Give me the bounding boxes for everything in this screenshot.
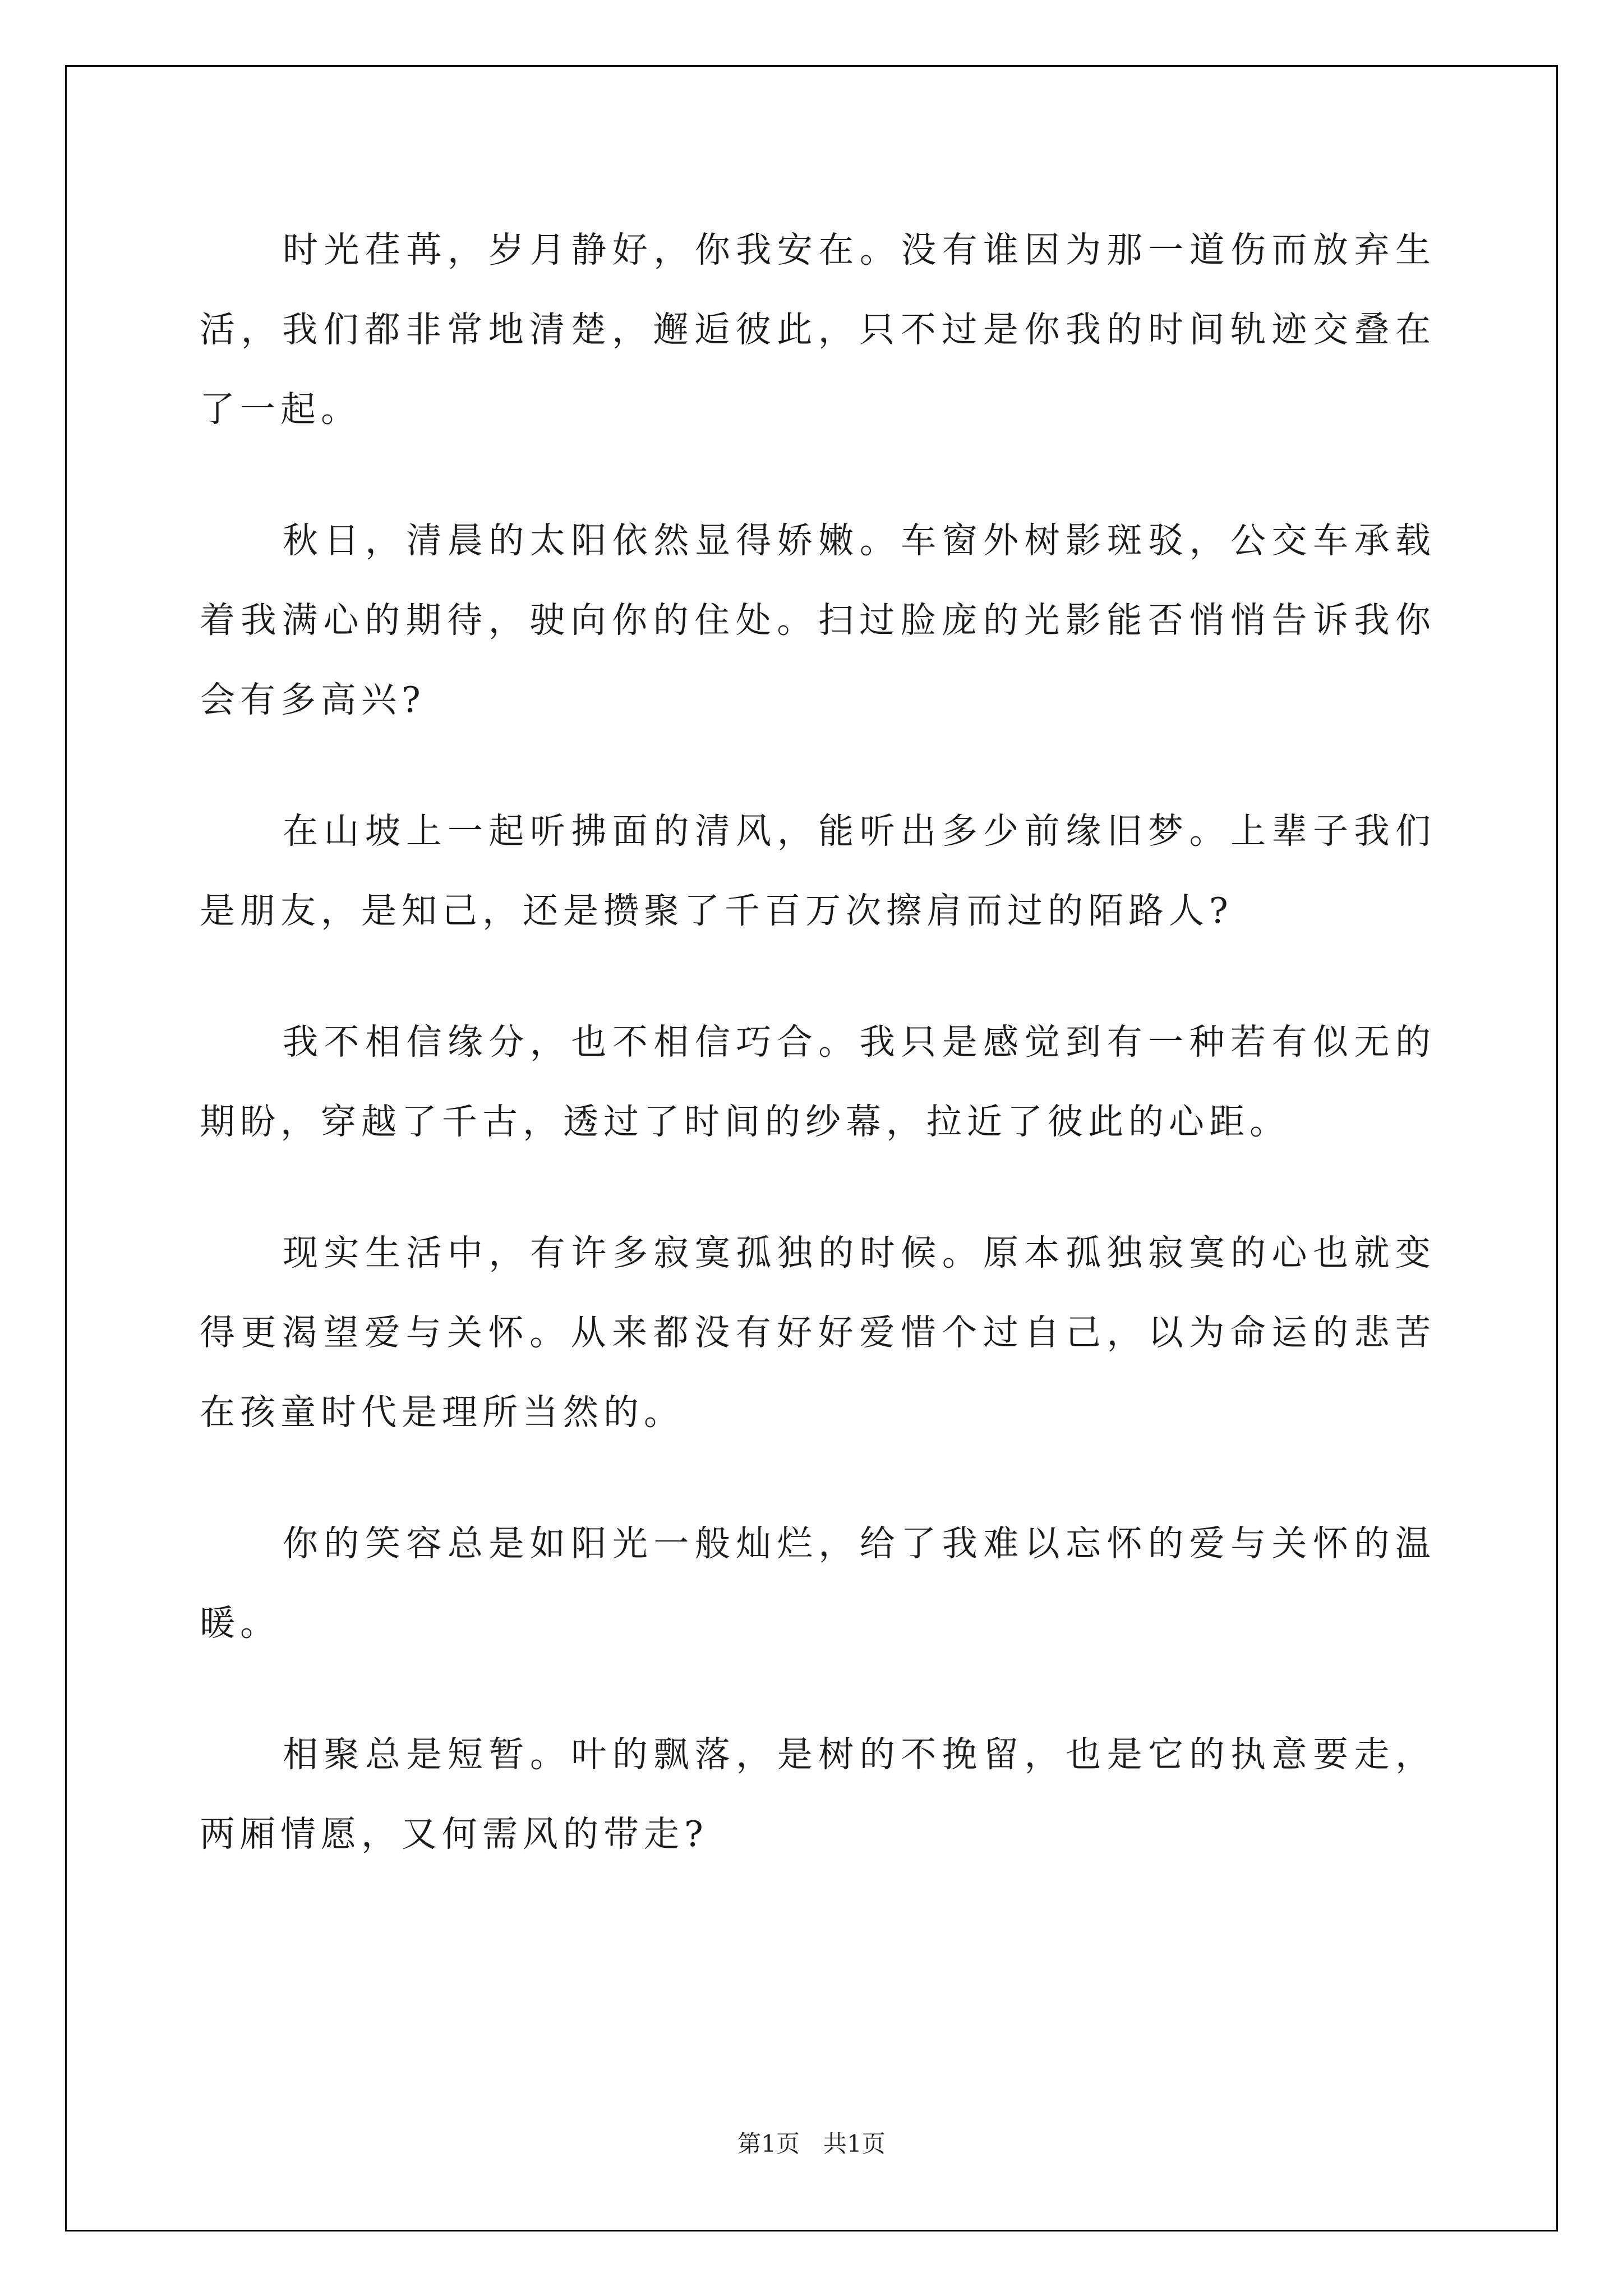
document-body: [200, 210, 1436, 1926]
paragraph: 我不相信缘分，也不相信巧合。我只是感觉到有一种若有似无的期盼，穿越了千古，透过了时间的纱幕，拉近了彼此的心距。: [200, 1022, 1436, 1142]
paragraph: 你的笑容总是如阳光一般灿烂，给了我难以忘怀的爱与关怀的温暖。: [200, 1523, 1436, 1644]
paragraph: 在山坡上一起听拂面的清风，能听出多少前缘旧梦。上辈子我们是朋友，是知己，还是攒聚了千百万次擦肩而过的陌路人?: [200, 811, 1436, 931]
paragraph: 时光荏苒，岁月静好，你我安在。没有谁因为那一道伤而放弃生活，我们都非常地清楚，邂逅彼此，只不过是你我的时间轨迹交叠在了一起。: [200, 229, 1436, 430]
paragraph: 现实生活中，有许多寂寞孤独的时候。原本孤独寂寞的心也就变得更渴望爱与关怀。从来都没有好好爱惜个过自己，以为命运的悲苦在孩童时代是理所当然的。: [200, 1232, 1436, 1433]
paragraph: 相聚总是短暂。叶的飘落，是树的不挽留，也是它的执意要走，两厢情愿，又何需风的带走?: [200, 1734, 1436, 1855]
paragraph: 秋日，清晨的太阳依然显得娇嫩。车窗外树影斑驳，公交车承载着我满心的期待，驶向你的住处。扫过脸庞的光影能否悄悄告诉我你会有多高兴?: [200, 520, 1436, 720]
page-number-footer: 第1页 共1页: [737, 2130, 886, 2157]
